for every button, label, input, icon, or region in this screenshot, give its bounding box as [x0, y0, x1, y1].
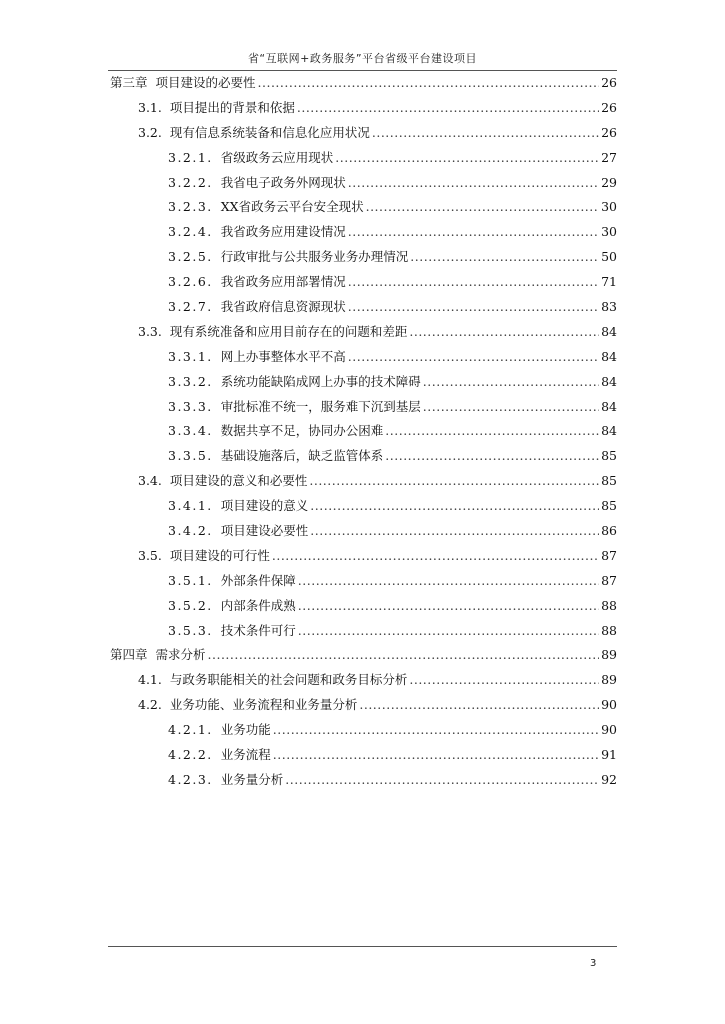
toc-entry-page: 84	[601, 323, 617, 339]
toc-entry[interactable]	[108, 619, 617, 644]
toc-entry-title: 内部条件成熟	[220, 597, 296, 613]
toc-entry-title: 需求分析	[155, 647, 206, 663]
toc-entry[interactable]	[108, 768, 617, 793]
toc-entry-number: 4.2.1.	[168, 722, 213, 738]
dot-leader	[309, 469, 599, 494]
dot-leader	[335, 146, 599, 171]
toc-entry-page: 85	[601, 448, 617, 464]
toc-entry-title: 我省政府信息资源现状	[220, 299, 346, 315]
toc-entry-number: 3.3.5.	[168, 448, 213, 464]
toc-entry-number: 3.2.3.	[168, 199, 213, 215]
toc-entry[interactable]	[108, 718, 617, 743]
toc-entry-number: 3.4.2.	[168, 523, 213, 539]
toc-entry[interactable]	[108, 345, 617, 370]
toc-entry-page: 91	[601, 747, 617, 763]
toc-entry-page: 90	[601, 722, 617, 738]
dot-leader	[273, 743, 599, 768]
toc-entry-page: 89	[601, 647, 617, 663]
dot-leader	[310, 519, 599, 544]
toc-entry-title: 项目建设的意义和必要性	[169, 473, 308, 489]
toc-entry[interactable]	[108, 370, 617, 395]
toc-entry-page: 87	[601, 572, 617, 588]
toc-entry-page: 27	[601, 149, 617, 165]
toc-entry[interactable]	[108, 419, 617, 444]
toc-entry-title: 外部条件保障	[220, 572, 296, 588]
toc-entry-number: 第四章	[110, 647, 148, 663]
toc-entry-number: 3.2.2.	[168, 174, 213, 190]
toc-entry[interactable]	[108, 146, 617, 171]
toc-entry-title: 业务功能	[220, 722, 271, 738]
toc-entry-page: 88	[601, 597, 617, 613]
toc-entry-page: 92	[601, 771, 617, 787]
toc-entry-title: 我省电子政务外网现状	[220, 174, 346, 190]
toc-entry-number: 3.3.2.	[168, 373, 213, 389]
toc-entry[interactable]	[108, 320, 617, 345]
toc-entry-title: 现有信息系统装备和信息化应用状况	[169, 124, 370, 140]
toc-entry-page: 88	[601, 622, 617, 638]
toc-entry-number: 3.5.2.	[168, 597, 213, 613]
dot-leader	[348, 220, 599, 245]
toc-entry[interactable]	[108, 643, 617, 668]
toc-entry-title: 项目建设必要性	[220, 523, 309, 539]
toc-entry-title: 基础设施落后，缺乏监管体系	[220, 448, 384, 464]
toc-entry-page: 84	[601, 373, 617, 389]
toc-entry-number: 3.2.1.	[168, 149, 213, 165]
toc-entry[interactable]	[108, 494, 617, 519]
toc-entry-title: 项目建设的可行性	[169, 547, 270, 563]
page-number: 3	[590, 958, 597, 969]
dot-leader	[310, 494, 599, 519]
toc-entry-page: 29	[601, 174, 617, 190]
dot-leader	[297, 96, 599, 121]
footer-rule	[108, 946, 617, 947]
dot-leader	[359, 693, 599, 718]
toc-entry[interactable]	[108, 96, 617, 121]
dot-leader	[348, 345, 599, 370]
toc-entry-number: 3.3.1.	[168, 348, 213, 364]
dot-leader	[385, 444, 599, 469]
toc-entry-page: 26	[601, 99, 617, 115]
toc-entry[interactable]	[108, 544, 617, 569]
toc-entry[interactable]	[108, 469, 617, 494]
running-header: 省“互联网+政务服务”平台省级平台建设项目	[247, 52, 478, 65]
dot-leader	[410, 245, 599, 270]
toc-entry-number: 3.3.4.	[168, 423, 213, 439]
dot-leader	[208, 643, 599, 668]
toc-entry[interactable]	[108, 668, 617, 693]
toc-entry-title: 我省政务应用部署情况	[220, 274, 346, 290]
toc-entry[interactable]	[108, 395, 617, 420]
toc-entry[interactable]	[108, 270, 617, 295]
toc-entry-title: 项目建设的必要性	[155, 75, 256, 90]
toc-entry-number: 3.2.7.	[168, 299, 213, 315]
dot-leader	[348, 295, 599, 320]
dot-leader	[285, 768, 599, 793]
toc-entry-page: 90	[601, 697, 617, 713]
toc-entry-page: 86	[601, 523, 617, 539]
toc-entry-title: XX省政务云平台安全现状	[220, 199, 364, 215]
toc-entry[interactable]	[108, 245, 617, 270]
toc-entry-title: 业务量分析	[220, 771, 284, 787]
toc-entry-page: 84	[601, 423, 617, 439]
toc-entry-number: 3.4.	[138, 473, 162, 489]
dot-leader	[409, 320, 599, 345]
toc-entry[interactable]	[108, 693, 617, 718]
toc-entry-title: 现有系统准备和应用目前存在的问题和差距	[169, 323, 408, 339]
dot-leader	[423, 395, 599, 420]
dot-leader	[298, 594, 599, 619]
toc-entry[interactable]	[108, 71, 617, 96]
toc-entry-number: 第三章	[110, 75, 148, 90]
toc-entry[interactable]	[108, 171, 617, 196]
toc-entry-number: 3.1.	[138, 99, 162, 115]
toc-entry-number: 4.1.	[138, 672, 162, 688]
toc-entry[interactable]	[108, 743, 617, 768]
toc-entry-page: 30	[601, 199, 617, 215]
toc-entry[interactable]	[108, 220, 617, 245]
toc-entry-title: 省级政务云应用现状	[220, 149, 334, 165]
toc-entry-title: 项目提出的背景和依据	[169, 99, 295, 115]
dot-leader	[298, 569, 599, 594]
toc-entry-page: 89	[601, 672, 617, 688]
toc-entry[interactable]	[108, 444, 617, 469]
toc-entry[interactable]	[108, 295, 617, 320]
toc-entry-title: 行政审批与公共服务业务办理情况	[220, 249, 409, 265]
toc-entry-title: 业务流程	[220, 747, 271, 763]
toc-entry[interactable]	[108, 121, 617, 146]
toc-entry-title: 审批标准不统一，服务难下沉到基层	[220, 398, 421, 414]
dot-leader	[273, 718, 599, 743]
toc-entry-number: 3.5.	[138, 547, 162, 563]
dot-leader	[372, 121, 599, 146]
dot-leader	[258, 71, 599, 96]
table-of-contents	[108, 71, 617, 793]
toc-entry-page: 84	[601, 348, 617, 364]
dot-leader	[348, 171, 599, 196]
toc-entry[interactable]	[108, 569, 617, 594]
dot-leader	[348, 270, 599, 295]
toc-entry-number: 3.5.3.	[168, 622, 213, 638]
dot-leader	[423, 370, 599, 395]
toc-entry-page: 50	[601, 249, 617, 265]
toc-entry-page: 30	[601, 224, 617, 240]
toc-entry-number: 3.2.	[138, 124, 162, 140]
toc-entry-number: 3.2.4.	[168, 224, 213, 240]
toc-entry-title: 系统功能缺陷成网上办事的技术障碍	[220, 373, 421, 389]
toc-entry-page: 87	[601, 547, 617, 563]
toc-entry-page: 71	[601, 274, 617, 290]
toc-entry-page: 83	[601, 299, 617, 315]
toc-entry-number: 3.5.1.	[168, 572, 213, 588]
toc-entry[interactable]	[108, 519, 617, 544]
toc-entry-number: 4.2.	[138, 697, 162, 713]
toc-entry-number: 3.2.6.	[168, 274, 213, 290]
dot-leader	[409, 668, 599, 693]
toc-entry-title: 业务功能、业务流程和业务量分析	[169, 697, 358, 713]
toc-entry-number: 3.4.1.	[168, 498, 213, 514]
toc-entry[interactable]	[108, 195, 617, 220]
toc-entry-page: 26	[601, 75, 617, 90]
toc-entry-page: 84	[601, 398, 617, 414]
toc-entry[interactable]	[108, 594, 617, 619]
toc-entry-title: 技术条件可行	[220, 622, 296, 638]
dot-leader	[298, 619, 599, 644]
dot-leader	[272, 544, 599, 569]
toc-entry-number: 3.3.	[138, 323, 162, 339]
toc-entry-number: 4.2.3.	[168, 771, 213, 787]
toc-entry-number: 4.2.2.	[168, 747, 213, 763]
dot-leader	[385, 419, 599, 444]
toc-entry-number: 3.2.5.	[168, 249, 213, 265]
toc-entry-page: 85	[601, 473, 617, 489]
toc-entry-number: 3.3.3.	[168, 398, 213, 414]
dot-leader	[366, 195, 599, 220]
toc-entry-page: 26	[601, 124, 617, 140]
toc-entry-title: 项目建设的意义	[220, 498, 309, 514]
toc-entry-page: 85	[601, 498, 617, 514]
toc-entry-title: 与政务职能相关的社会问题和政务目标分析	[169, 672, 408, 688]
toc-entry-title: 数据共享不足，协同办公困难	[220, 423, 384, 439]
toc-entry-title: 我省政务应用建设情况	[220, 224, 346, 240]
toc-entry-title: 网上办事整体水平不高	[220, 348, 346, 364]
